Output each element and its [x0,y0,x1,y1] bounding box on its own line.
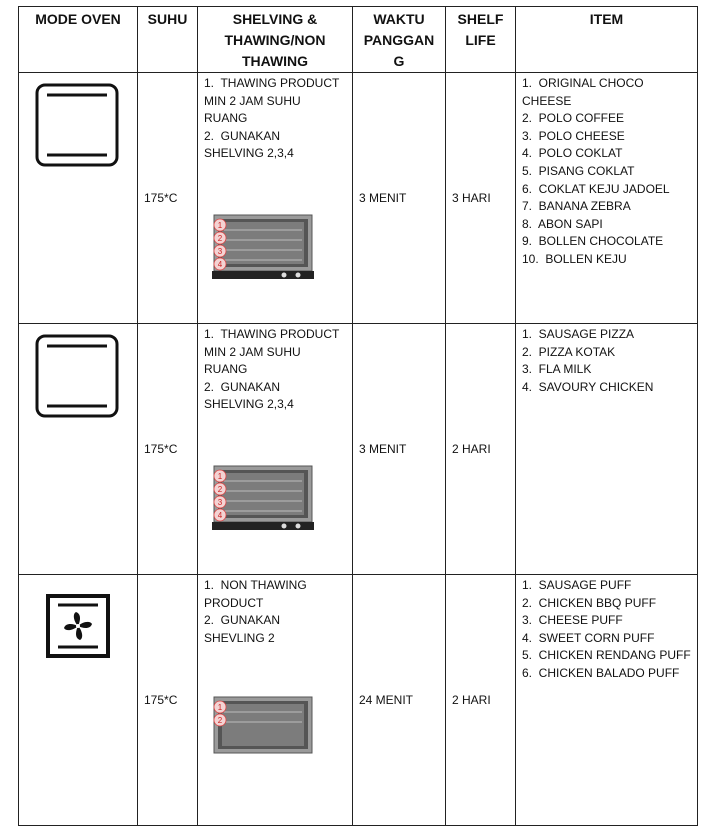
header-suhu: SUHU [138,7,198,73]
shelf-number: 2 [217,234,223,243]
mode-cell [19,324,138,575]
header-item: ITEM [516,7,698,73]
list-item: 5. PISANG COKLAT [522,163,635,178]
oven-shelving-image [210,464,316,534]
shelving-cell: 1. THAWING PRODUCT MIN 2 JAM SUHU RUANG 2. GUNAKAN SHELVING 2,3,4 1 2 3 4 [198,73,353,324]
fan-heat-icon [45,593,111,659]
shelf-number: 2 [217,716,223,725]
mode-cell [19,73,138,324]
list-item: 9. BOLLEN CHOCOLATE [522,234,664,249]
list-item: 2. POLO COFFEE [522,111,625,126]
top-bottom-heat-icon [33,332,121,420]
list-item: 3. POLO CHEESE [522,128,625,143]
shelf-life-cell: 2 HARI [446,575,516,826]
shelf-life-cell: 2 HARI [446,324,516,575]
list-item: 6. CHICKEN BALADO PUFF [522,665,680,680]
list-item: 4. SWEET CORN PUFF [522,630,655,645]
shelf-number: 4 [217,511,223,520]
suhu-cell: 175*C [138,73,198,324]
list-item: 4. POLO COKLAT [522,146,623,161]
item-cell [516,324,698,575]
table-row [19,575,698,826]
list-item: CHEESE [522,93,572,108]
header-waktu-panggang: WAKTU PANGGAN G [353,7,446,73]
waktu-cell: 3 MENIT [353,73,446,324]
shelf-number: 2 [217,485,223,494]
shelf-number: 1 [217,472,223,481]
list-item: 10. BOLLEN KEJU [522,251,627,266]
list-item: 3. CHEESE PUFF [522,613,623,628]
mode-cell [19,575,138,826]
shelf-number: 1 [217,703,223,712]
table-row [19,73,698,324]
shelf-number: 3 [217,498,223,507]
list-item: 1. SAUSAGE PUFF [522,578,632,592]
suhu-cell: 175*C [138,324,198,575]
suhu-cell: 175*C [138,575,198,826]
shelf-life-cell: 3 HARI [446,73,516,324]
table-row [19,324,698,575]
oven-shelving-image [210,213,316,283]
shelf-number: 3 [217,247,223,256]
list-item: 7. BANANA ZEBRA [522,199,631,214]
header-mode-oven: MODE OVEN [19,7,138,73]
list-item: 5. CHICKEN RENDANG PUFF [522,648,691,663]
shelf-number: 1 [217,221,223,230]
list-item: 6. COKLAT KEJU JADOEL [522,181,670,196]
list-item: 4. SAVOURY CHICKEN [522,379,654,394]
shelving-cell: 1. NON THAWING PRODUCT 2. GUNAKAN SHEVLING 2 1 2 [198,575,353,826]
item-cell [516,73,698,324]
shelf-number: 4 [217,260,223,269]
oven-shelving-image [210,695,316,765]
item-cell [516,575,698,826]
shelving-cell: 1. THAWING PRODUCT MIN 2 JAM SUHU RUANG 2. GUNAKAN SHELVING 2,3,4 1 2 3 4 [198,324,353,575]
list-item: 1. SAUSAGE PIZZA [522,327,635,341]
waktu-cell: 3 MENIT [353,324,446,575]
list-item: 8. ABON SAPI [522,216,603,231]
list-item: 2. PIZZA KOTAK [522,344,616,359]
oven-mode-table [18,6,698,826]
header-shelving: SHELVING & THAWING/NON THAWING [198,7,353,73]
list-item: 3. FLA MILK [522,362,592,377]
header-shelf-life: SHELF LIFE [446,7,516,73]
top-bottom-heat-icon [33,81,121,169]
list-item: 2. CHICKEN BBQ PUFF [522,595,657,610]
waktu-cell: 24 MENIT [353,575,446,826]
header-row [19,7,698,73]
list-item: 1. ORIGINAL CHOCO [522,76,644,90]
